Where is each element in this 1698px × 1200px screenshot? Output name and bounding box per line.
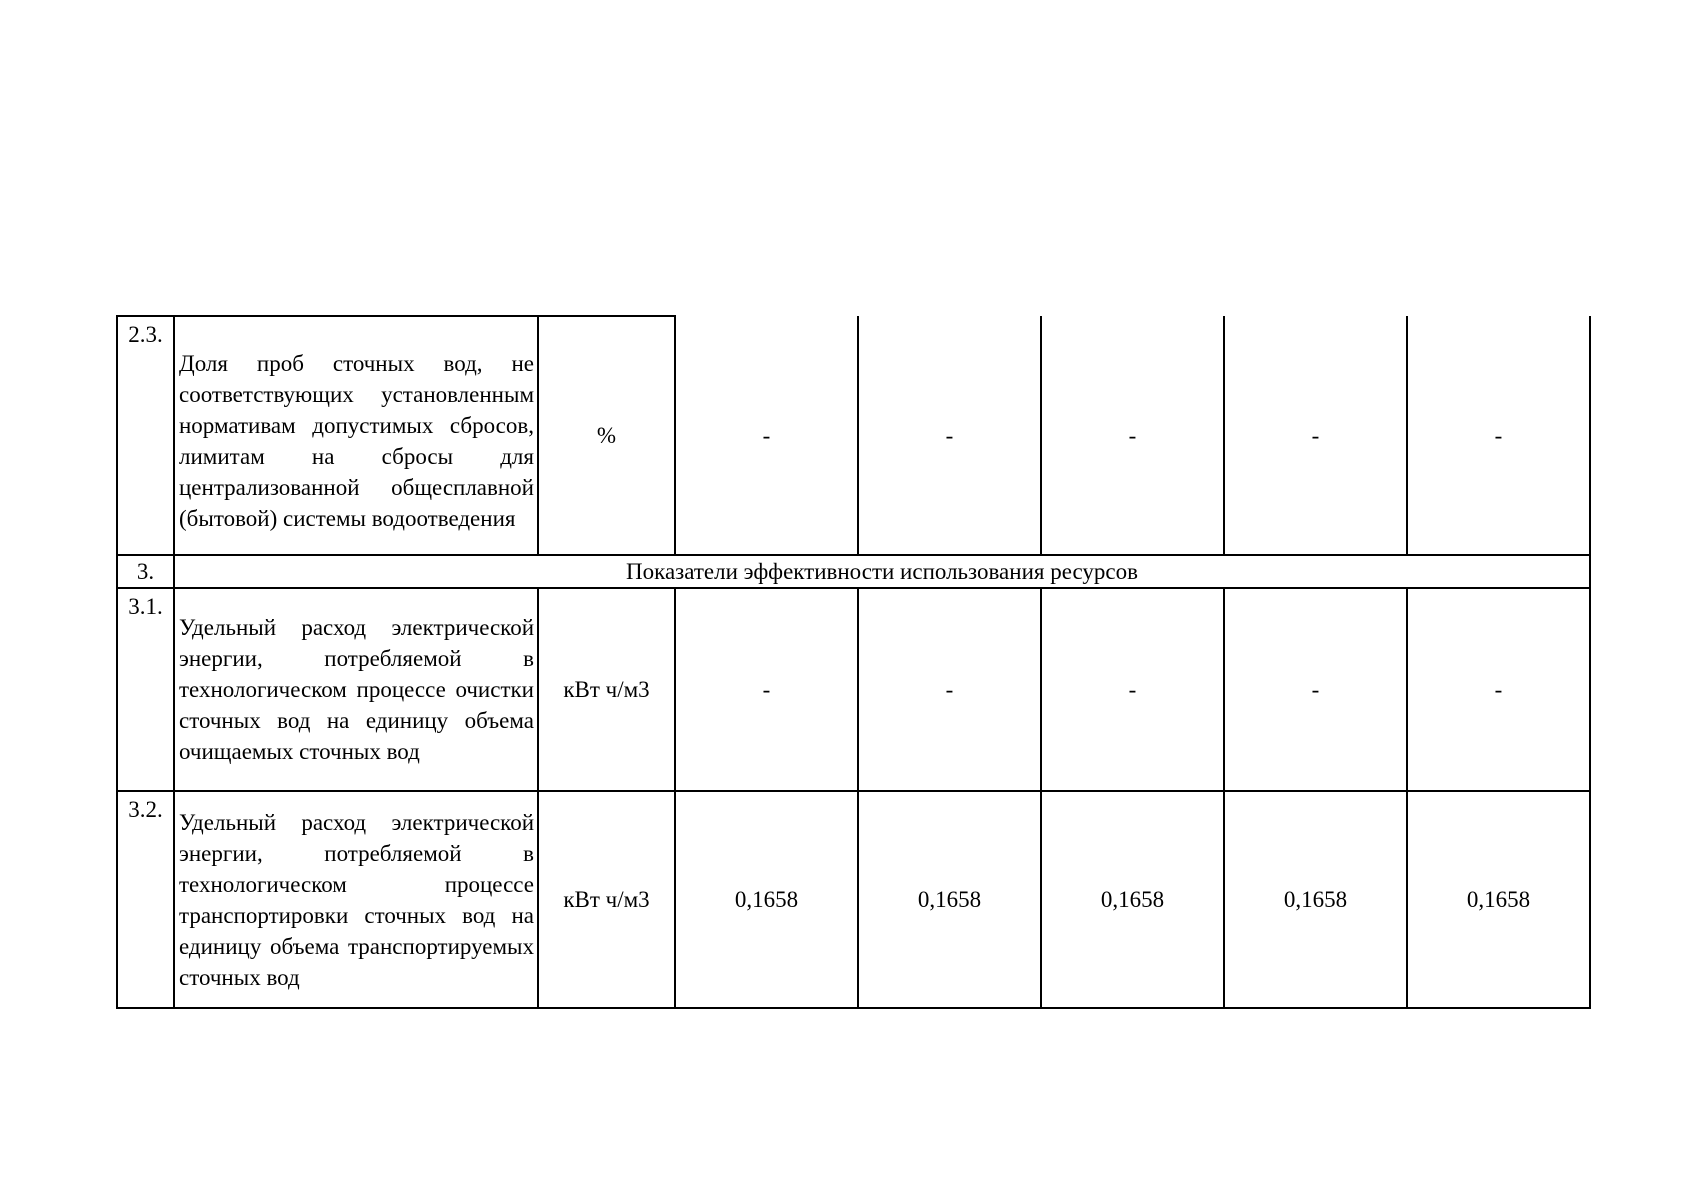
value-cell: 0,1658 <box>1224 791 1407 1008</box>
table-row <box>117 588 1590 791</box>
value-cell: 0,1658 <box>858 791 1041 1008</box>
value-cell: - <box>1041 316 1224 555</box>
indicator-name: Доля проб сточных вод, не соответствующих установленным нормативам допустимых сбросов, лимитам на сбросы для централизованной общесплавной (бытовой) системы водоотведения <box>174 316 538 555</box>
row-number: 3. <box>117 555 174 588</box>
indicator-name: Удельный расход электрической энергии, потребляемой в технологическом процессе очистки сточных вод на единицу объема очищаемых сточных вод <box>174 588 538 791</box>
value-cell: - <box>1224 316 1407 555</box>
value-cell: 0,1658 <box>1041 791 1224 1008</box>
value-cell: - <box>675 316 858 555</box>
table-row <box>117 316 1590 555</box>
row-number: 3.2. <box>117 791 174 1008</box>
indicator-name: Удельный расход электрической энергии, потребляемой в технологическом процессе транспортировки сточных вод на единицу объема транспортируемых сточных вод <box>174 791 538 1008</box>
value-cell: 0,1658 <box>675 791 858 1008</box>
row-number: 3.1. <box>117 588 174 791</box>
unit-cell: кВт ч/м3 <box>538 791 675 1008</box>
value-cell: - <box>858 316 1041 555</box>
row-number: 2.3. <box>117 316 174 555</box>
section-row <box>117 555 1590 588</box>
value-cell: - <box>675 588 858 791</box>
value-cell: - <box>1407 316 1590 555</box>
value-cell: - <box>1224 588 1407 791</box>
indicators-table <box>116 315 1591 1009</box>
value-cell: - <box>1407 588 1590 791</box>
value-cell: - <box>858 588 1041 791</box>
unit-cell: % <box>538 316 675 555</box>
value-cell: 0,1658 <box>1407 791 1590 1008</box>
section-title: Показатели эффективности использования ресурсов <box>174 555 1590 588</box>
table-row <box>117 791 1590 1008</box>
value-cell: - <box>1041 588 1224 791</box>
unit-cell: кВт ч/м3 <box>538 588 675 791</box>
